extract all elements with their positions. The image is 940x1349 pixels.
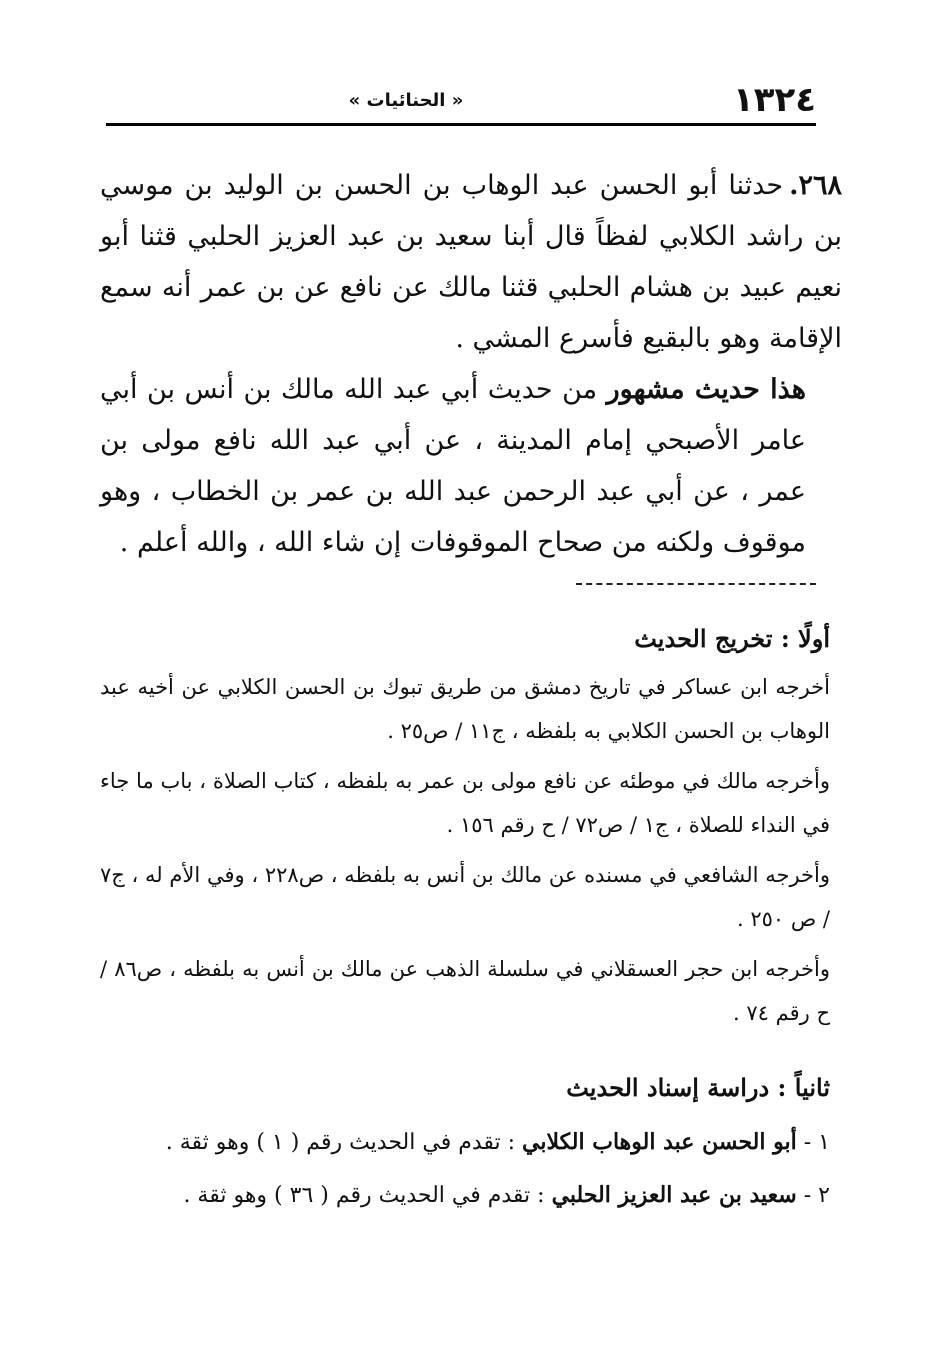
takhrij-title: أولًا : تخريج الحديث bbox=[634, 624, 830, 653]
page-header bbox=[106, 80, 816, 124]
isnad-study-section bbox=[100, 1073, 830, 1222]
takhrij-note: وأخرجه مالك في موطئه عن نافع مولى بن عمر به بلفظه ، كتاب الصلاة ، باب ما جاء في النداء للصلاة ، ج١ / ص٧٢ / ح رقم ١٥٦ . bbox=[100, 769, 830, 837]
narrator-name: أبو الحسن عبد الوهاب الكلابي bbox=[522, 1129, 797, 1155]
narrator-note: : تقدم في الحديث رقم ( ١ ) وهو ثقة . bbox=[165, 1130, 523, 1155]
takhrij-section bbox=[100, 624, 830, 1035]
commentary-lead: هذا حديث مشهور bbox=[606, 374, 806, 405]
hadith-number: ٢٦٨. bbox=[789, 170, 842, 201]
takhrij-note: أخرجه ابن عساكر في تاريخ دمشق من طريق تبوك بن الحسن الكلابي عن أخيه عبد الوهاب بن الحسن الكلابي به بلفظه ، ج١١ / ص٢٥ . bbox=[100, 675, 830, 743]
footnote-separator bbox=[576, 583, 816, 585]
page-number: ١٣٢٤ bbox=[732, 80, 816, 120]
takhrij-note: وأخرجه الشافعي في مسنده عن مالك بن أنس به بلفظه ، ص٢٢٨ ، وفي الأم له ، ج٧ / ص ٢٥٠ . bbox=[100, 863, 830, 931]
running-title: « الحنائيات » bbox=[348, 90, 464, 111]
narrator-name: سعيد بن عبد العزيز الحلبي bbox=[551, 1182, 797, 1208]
hadith-isnad: حدثنا أبو الحسن عبد الوهاب بن الحسن بن الوليد بن موسي بن راشد الكلابي لفظاً قال أبنا سعيد بن عبد العزيز الحلبي قثنا أبو نعيم عبيد بن هشام الحلبي قثنا مالك عن نافع عن بن عمر أنه سمع الإقامة وهو بالبقيع فأسرع المشي . bbox=[100, 170, 842, 354]
narrator-index: ٢ - bbox=[803, 1183, 830, 1208]
hadith-commentary bbox=[100, 364, 842, 568]
narrator-item bbox=[100, 1116, 830, 1169]
hadith-text bbox=[100, 160, 842, 364]
header-rule bbox=[106, 123, 816, 126]
takhrij-note: وأخرجه ابن حجر العسقلاني في سلسلة الذهب عن مالك بن أنس به بلفظه ، ص٨٦ / ح رقم ٧٤ . bbox=[100, 957, 830, 1025]
narrator-list bbox=[100, 1116, 830, 1222]
commentary-text: من حديث أبي عبد الله مالك بن أنس بن أبي عامر الأصبحي إمام المدينة ، عن أبي عبد الله نافع مولى بن عمر ، عن أبي عبد الرحمن عبد الله بن عمر بن الخطاب ، وهو موقوف ولكنه من صحاح الموقوفات إن شاء الله ، والله أعلم . bbox=[100, 374, 806, 558]
narrator-note: : تقدم في الحديث رقم ( ٣٦ ) وهو ثقة . bbox=[183, 1183, 552, 1208]
hadith-block bbox=[100, 160, 842, 568]
isnad-study-title: ثانياً : دراسة إسناد الحديث bbox=[566, 1073, 830, 1102]
narrator-item bbox=[100, 1169, 830, 1222]
narrator-index: ١ - bbox=[803, 1130, 830, 1155]
